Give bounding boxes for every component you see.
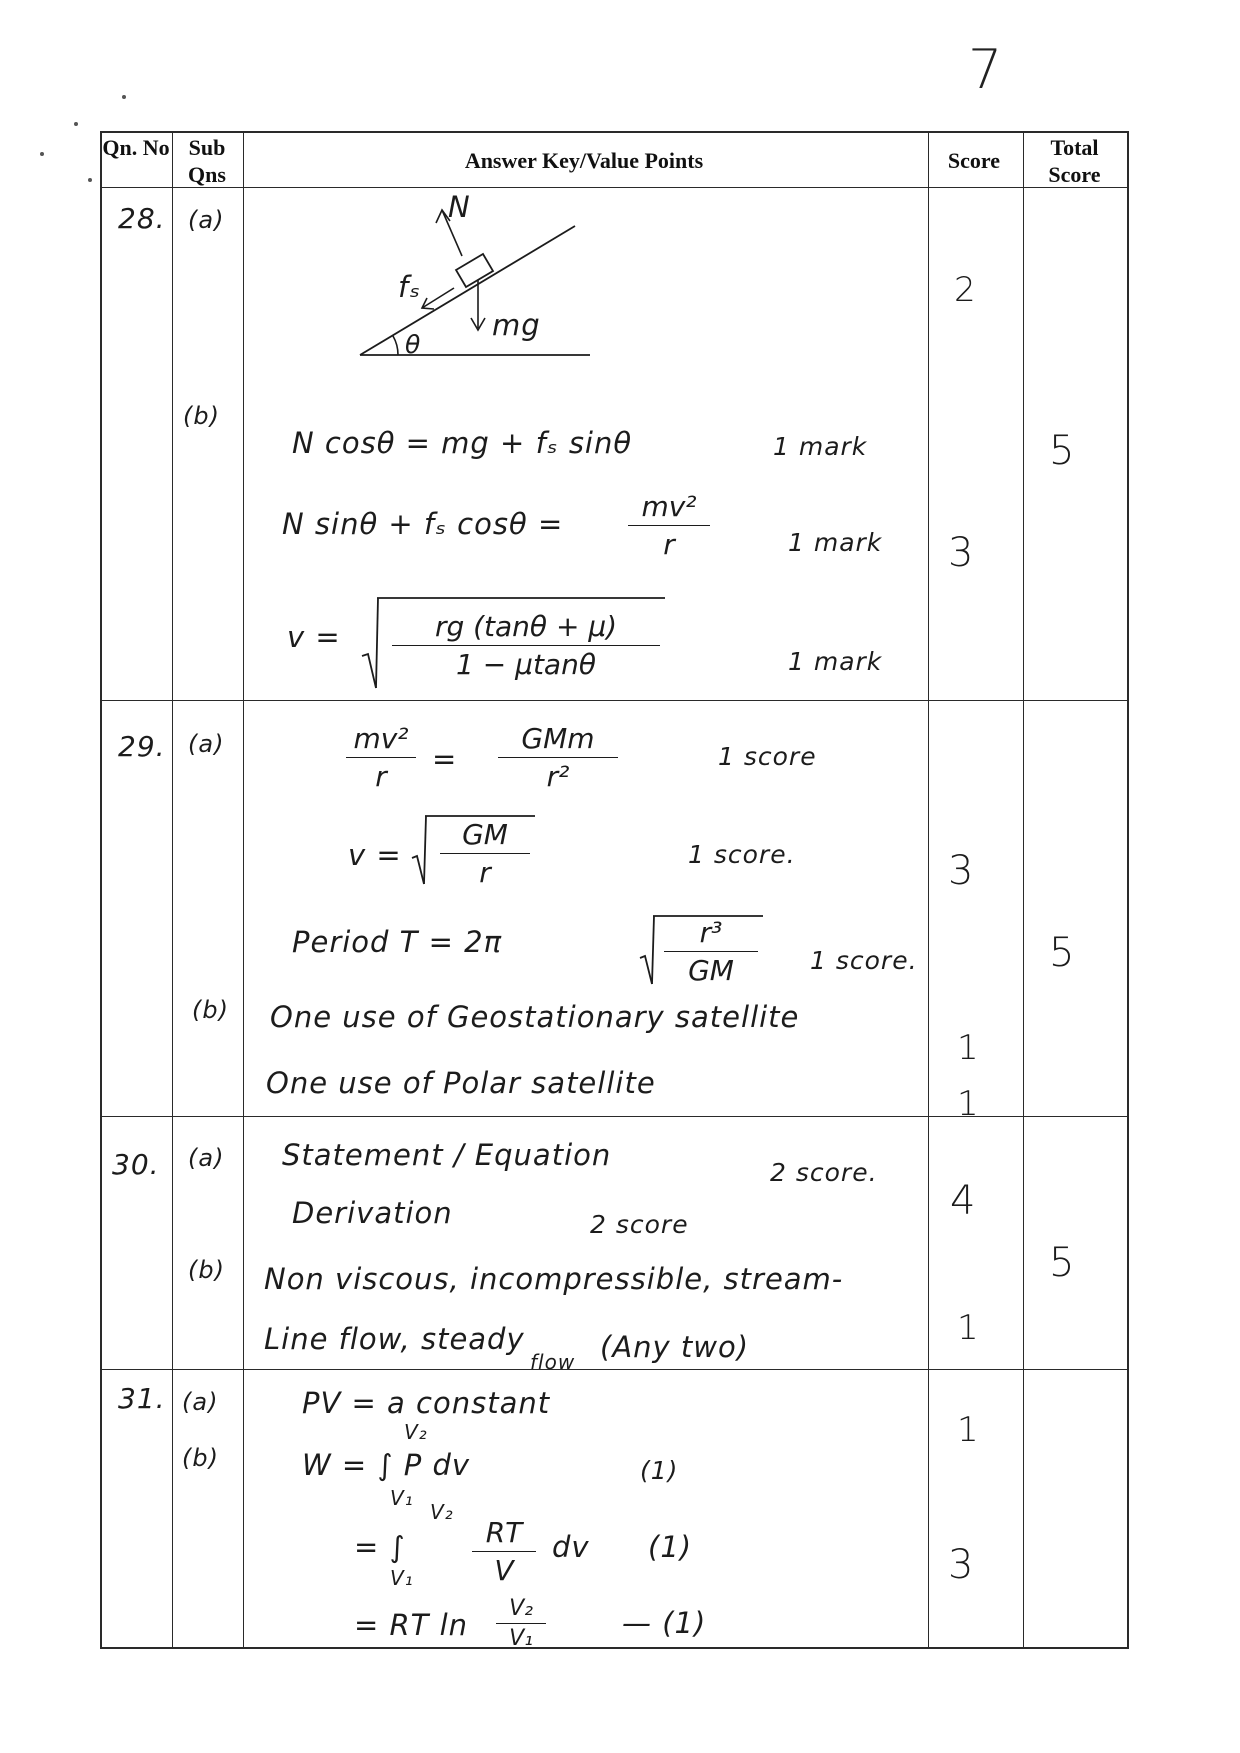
header-qn: Qn. No	[102, 135, 170, 160]
fraction-bar	[628, 525, 710, 526]
sub-question-label: (a)	[182, 1388, 219, 1416]
sub-score: 1	[957, 1308, 980, 1348]
normal-force-label: N	[448, 190, 471, 224]
fraction-bar	[440, 853, 530, 854]
numerator: GM	[462, 818, 508, 851]
numerator: mv²	[641, 490, 697, 523]
total-score: 5	[1049, 428, 1076, 474]
equation-line: = ∫	[354, 1530, 406, 1564]
fraction-bar	[664, 951, 758, 952]
scan-speck	[40, 152, 44, 156]
denominator: r	[479, 856, 491, 889]
denominator: 1 − μtanθ	[456, 648, 596, 681]
column-divider	[928, 133, 929, 1647]
fraction-bar	[496, 1623, 546, 1624]
denominator: r	[375, 760, 387, 793]
fraction-bar	[346, 757, 416, 758]
fraction	[440, 818, 530, 889]
answer-note: (Any two)	[600, 1330, 750, 1364]
header-answer: Answer Key/Value Points	[464, 148, 704, 173]
sub-score: 3	[948, 1542, 975, 1588]
answer-subscript: flow	[530, 1350, 576, 1374]
fraction	[472, 1516, 536, 1587]
mark-note: 2 score.	[770, 1158, 878, 1187]
fraction	[664, 916, 758, 987]
equation-line: dv	[552, 1530, 590, 1564]
numerator: mv²	[353, 722, 409, 755]
denominator: V₁	[509, 1626, 533, 1651]
mark-note: 1 mark	[788, 528, 883, 557]
sub-question-label: (a)	[188, 1144, 225, 1172]
answer-line: One use of Polar satellite	[266, 1066, 656, 1100]
denominator: r	[663, 528, 675, 561]
numerator: rg (tanθ + μ)	[434, 610, 618, 643]
answer-line: Non viscous, incompressible, stream-	[264, 1262, 844, 1296]
question-number: 30.	[112, 1148, 160, 1181]
sub-score: 1	[957, 1410, 980, 1450]
mark-note: 1 score.	[688, 840, 796, 869]
fraction	[496, 1596, 546, 1651]
friction-force-label: fₛ	[398, 270, 422, 304]
equation-line: N cosθ = mg + fₛ sinθ	[292, 426, 633, 460]
integral-upper-limit: V₂	[404, 1420, 428, 1444]
mark-note: (1)	[648, 1530, 693, 1564]
fraction	[628, 490, 710, 561]
mark-note: 2 score	[590, 1210, 689, 1239]
mark-note: (1)	[640, 1456, 679, 1485]
scan-speck	[88, 178, 92, 182]
sub-question-label: (b)	[192, 996, 229, 1024]
fraction-bar	[392, 645, 660, 646]
sub-question-label: (a)	[188, 206, 225, 234]
sub-question-label: (b)	[183, 402, 220, 430]
radical-sign	[362, 596, 378, 688]
answer-line: PV = a constant	[302, 1386, 551, 1420]
numerator: GMm	[521, 722, 595, 755]
page-number: 7	[968, 38, 1003, 101]
radical-overbar	[377, 596, 665, 600]
sub-question-label: (b)	[188, 1256, 225, 1284]
sub-score: 3	[948, 848, 975, 894]
sub-score: 1	[957, 1084, 980, 1124]
column-divider	[1023, 133, 1024, 1647]
column-divider	[243, 133, 244, 1647]
denominator: V	[494, 1554, 514, 1587]
mark-note: 1 score.	[810, 946, 918, 975]
header-score: Score	[947, 148, 1001, 173]
equation-line: N sinθ + fₛ cosθ =	[282, 507, 564, 541]
integral-upper-limit: V₂	[430, 1500, 454, 1524]
row-divider	[102, 1369, 1127, 1370]
scan-speck	[122, 95, 126, 99]
answer-line: Statement / Equation	[282, 1138, 612, 1172]
answer-line: One use of Geostationary satellite	[270, 1000, 800, 1034]
weight-label: mg	[492, 308, 541, 342]
equation-line: v =	[287, 620, 341, 654]
fraction-bar	[472, 1551, 536, 1552]
total-score: 5	[1049, 1240, 1076, 1286]
equation-line: W = ∫ P dv	[302, 1448, 471, 1482]
radical-sign	[640, 914, 654, 984]
numerator: RT	[485, 1516, 523, 1549]
equation-line: v =	[348, 838, 402, 872]
mark-note: 1 mark	[773, 432, 868, 461]
answer-line: Line flow, steady	[264, 1322, 525, 1356]
header-divider	[102, 187, 1127, 188]
mark-note: 1 mark	[788, 647, 883, 676]
sub-question-label: (b)	[182, 1444, 219, 1472]
header-total: Total Score	[1048, 135, 1101, 187]
header-sub: Sub Qns	[188, 135, 226, 187]
question-number: 28.	[118, 202, 166, 235]
fraction-bar	[498, 757, 618, 758]
fraction	[498, 722, 618, 793]
numerator: r³	[699, 916, 723, 949]
column-divider	[172, 133, 173, 1647]
question-number: 31.	[118, 1382, 166, 1415]
scan-speck	[74, 122, 78, 126]
denominator: r²	[546, 760, 570, 793]
angle-label: θ	[405, 330, 422, 359]
total-score: 5	[1049, 930, 1076, 976]
sub-score: 4	[950, 1178, 977, 1224]
denominator: GM	[688, 954, 734, 987]
fraction	[346, 722, 416, 793]
numerator: V₂	[509, 1596, 533, 1621]
sub-question-label: (a)	[188, 730, 225, 758]
integral-lower-limit: V₁	[390, 1486, 414, 1510]
sub-score: 1	[957, 1028, 980, 1068]
radical-sign	[412, 814, 426, 884]
sub-score: 2	[954, 270, 977, 310]
mark-note: 1 score	[718, 742, 817, 771]
row-divider	[102, 700, 1127, 701]
equation-line: Period T = 2π	[292, 925, 503, 959]
integral-lower-limit: V₁	[390, 1566, 414, 1590]
question-number: 29.	[118, 730, 166, 763]
sub-score: 3	[948, 530, 975, 576]
mark-note: — (1)	[622, 1606, 707, 1640]
answer-line: Derivation	[292, 1196, 453, 1230]
equation-line: = RT ln	[354, 1608, 469, 1642]
fraction	[392, 610, 660, 681]
equals-sign: =	[432, 742, 458, 776]
